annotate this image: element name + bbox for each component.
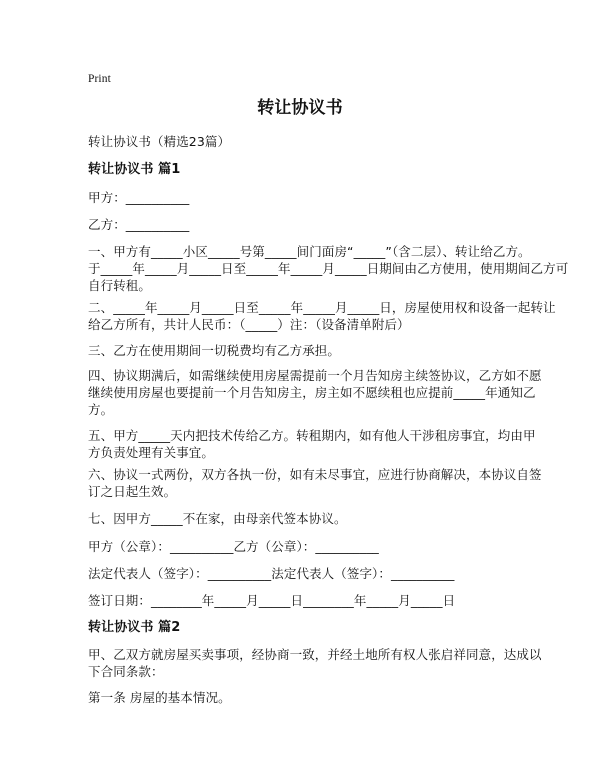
- clause-2-line-1: 二、_____年_____月_____日至_____年_____月_____日，房屋使用权和设备一起转让: [88, 300, 556, 315]
- signature-representative-line: 法定代表人（签字）：__________法定代表人（签字）：__________: [88, 566, 455, 581]
- clause-4-line-1: 四、协议期满后，如需继续使用房屋需提前一个月告知房主续签协议，乙方如不愿: [88, 368, 542, 383]
- clause-5-line-2: 方负责处理有关事宜。: [88, 445, 215, 460]
- clause-4-line-2: 继续使用房屋也要提前一个月告知房主，房主如不愿续租也应提前_____年通知乙: [88, 385, 536, 400]
- clause-1-line-1: 一、甲方有_____小区_____号第_____间门面房“_____”（含二层）、转让给乙方。: [88, 244, 531, 259]
- page-title: 转让协议书: [257, 98, 343, 118]
- clause-7-line-1: 七、因甲方_____不在家，由母亲代签本协议。: [88, 511, 347, 526]
- doc-subtitle: 转让协议书（精选23篇）: [88, 134, 231, 149]
- article-1-line: 第一条 房屋的基本情况。: [88, 690, 231, 705]
- clause-1-line-3: 自行转租。: [88, 278, 152, 293]
- party-b-line: 乙方：__________: [88, 217, 190, 232]
- signature-date-line: 签订日期：________年_____月_____日________年_____月_____日: [88, 593, 456, 608]
- clause-6-line-1: 六、协议一式两份，双方各执一份，如有未尽事宜，应进行协商解决，本协议自签: [88, 467, 542, 482]
- clause-5-line-1: 五、甲方_____天内把技术传给乙方。转租期内，如有他人干涉租房事宜，均由甲: [88, 428, 536, 443]
- clause-4-line-3: 方。: [88, 402, 114, 417]
- section-2-para-line-1: 甲、乙双方就房屋买卖事项，经协商一致，并经土地所有权人张启祥同意，达成以: [88, 647, 542, 662]
- section-heading-2: 转让协议书 篇2: [88, 620, 181, 635]
- clause-2-line-2: 给乙方所有，共计人民币：（_____）注：（设备清单附后）: [88, 317, 410, 332]
- print-link[interactable]: Print: [88, 73, 111, 85]
- signature-seal-line: 甲方（公章）：__________乙方（公章）：__________: [88, 539, 379, 554]
- clause-3-line-1: 三、乙方在使用期间一切税费均有乙方承担。: [88, 343, 341, 358]
- clause-6-line-2: 订之日起生效。: [88, 484, 177, 499]
- party-a-line: 甲方：__________: [88, 190, 190, 205]
- clause-1-line-2: 于_____年_____月_____日至_____年_____月_____日期间由乙方使用，使用期间乙方可: [88, 261, 569, 276]
- section-2-para-line-2: 下合同条款：: [88, 664, 164, 679]
- section-heading-1: 转让协议书 篇1: [88, 162, 181, 177]
